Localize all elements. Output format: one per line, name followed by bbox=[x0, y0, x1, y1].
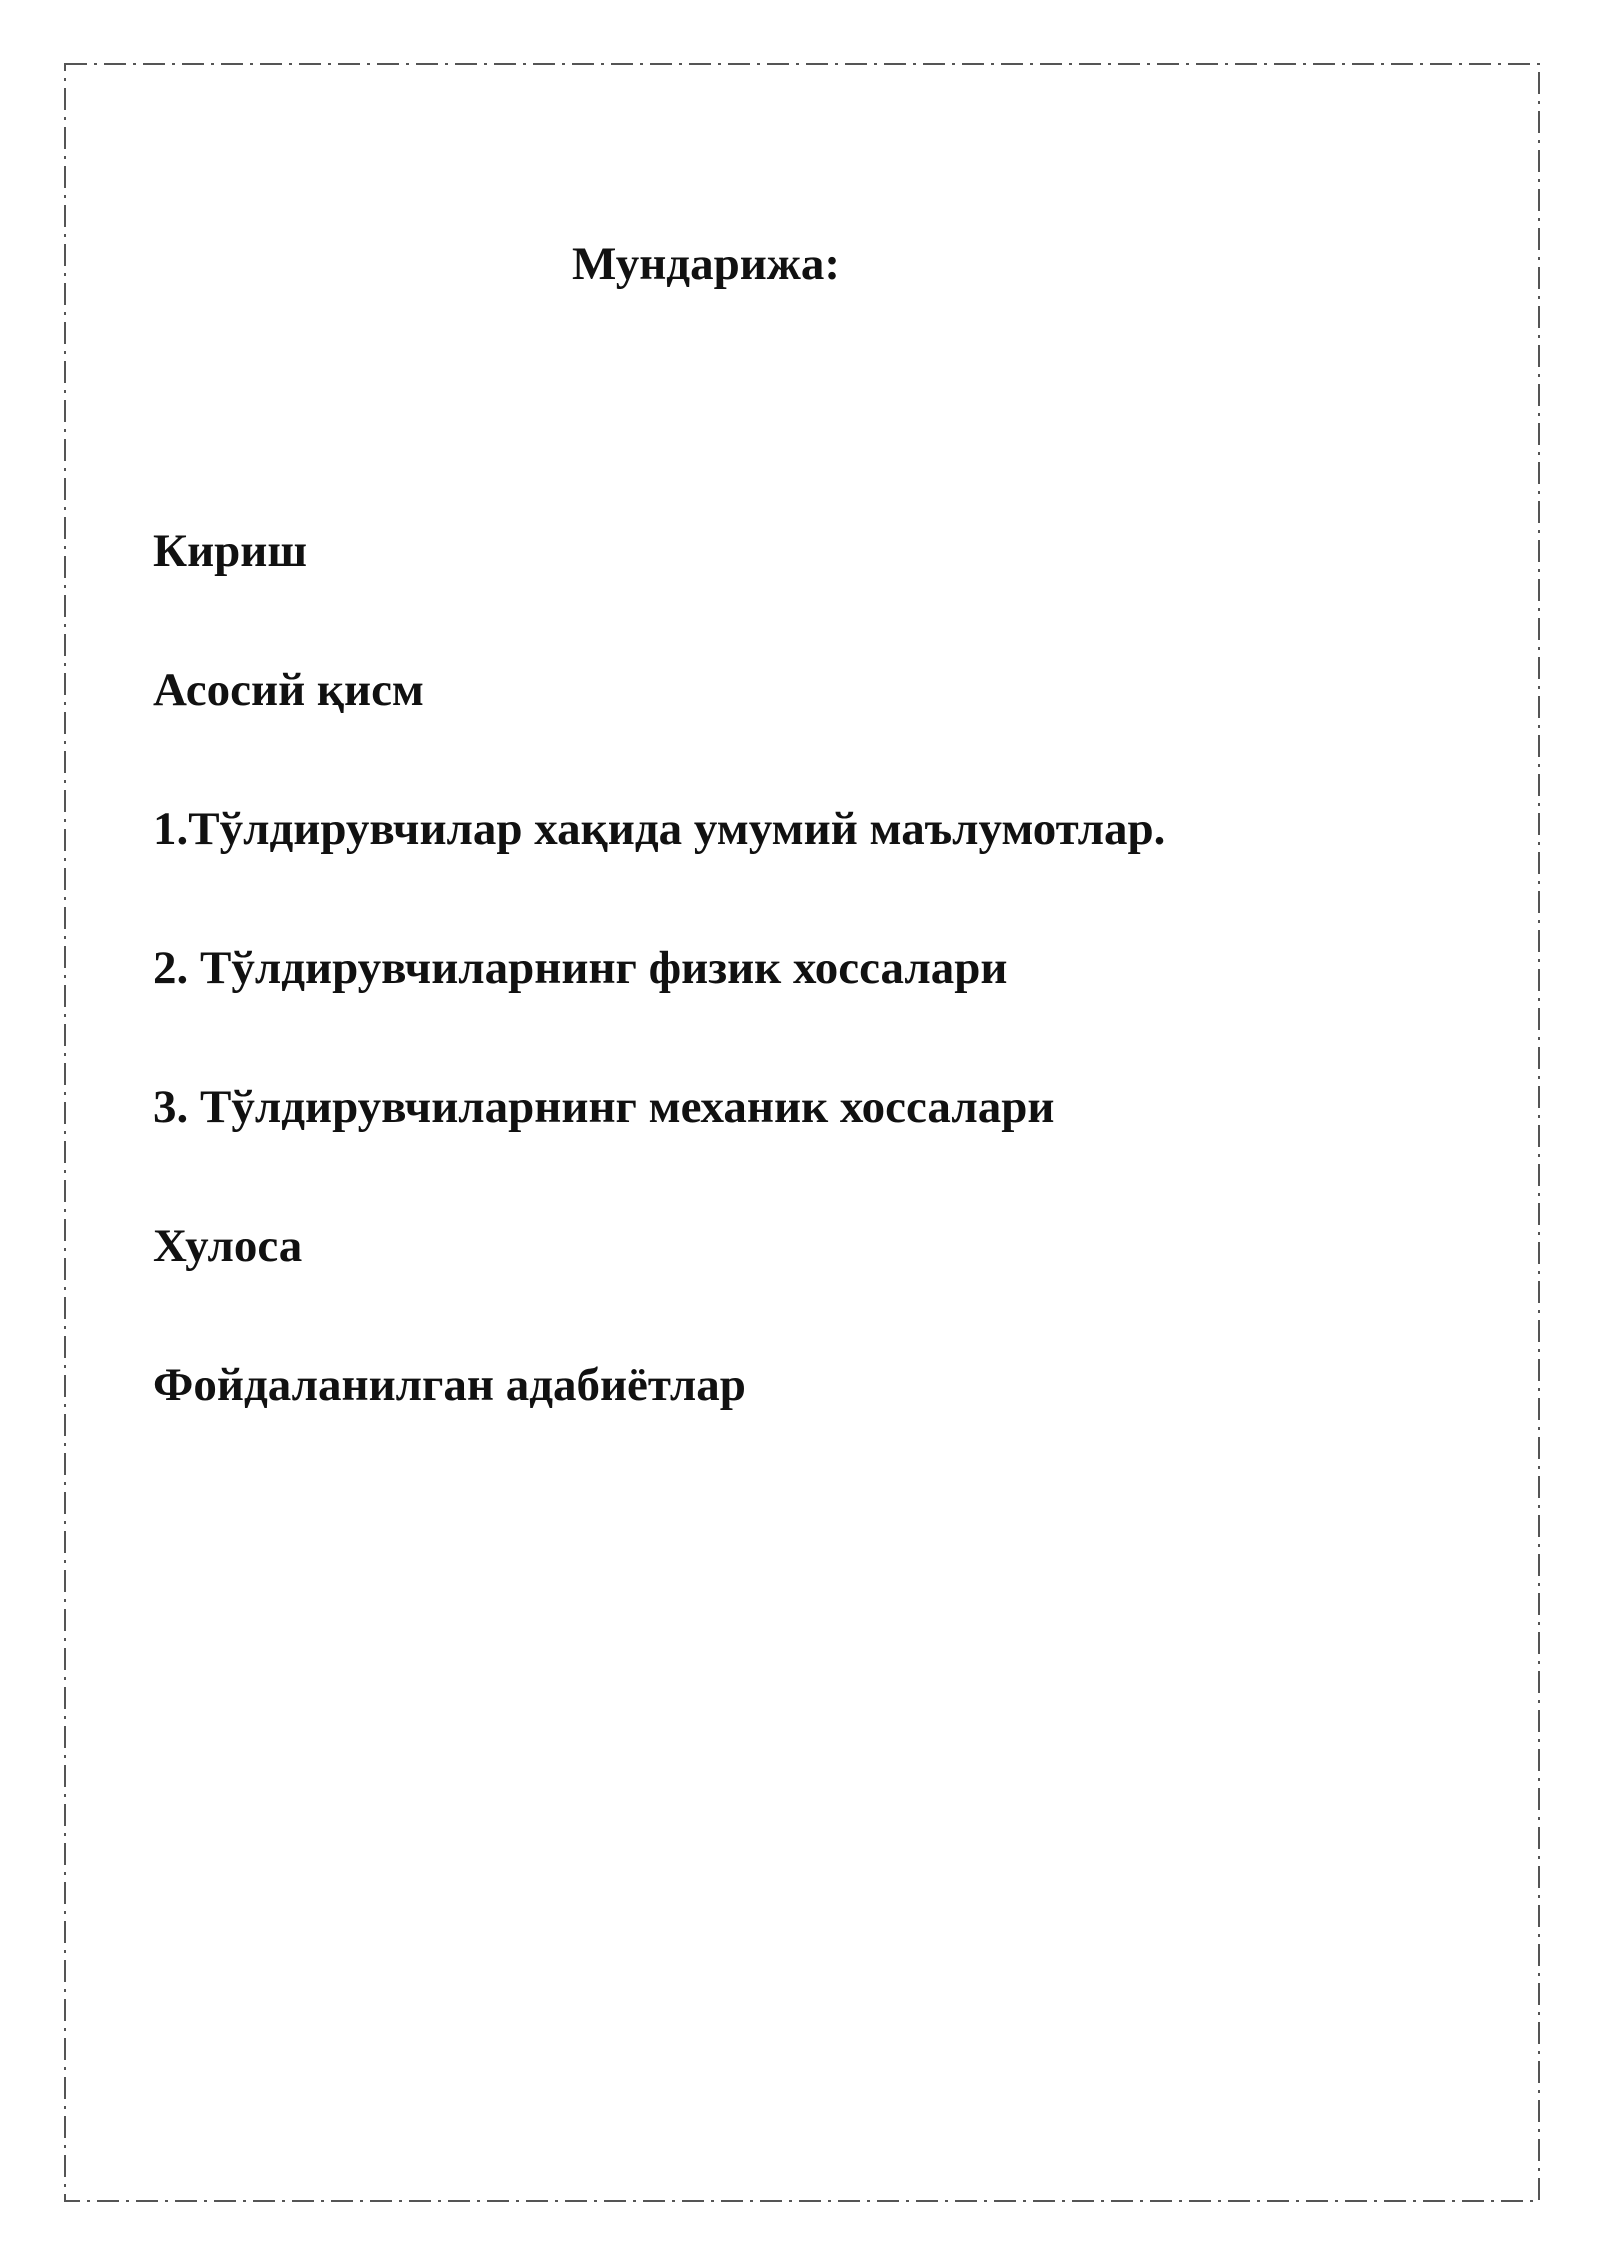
toc-item-main-part: Асосий қисм bbox=[153, 664, 424, 716]
toc-item-section-3: 3. Тўлдирувчиларнинг механик хоссалари bbox=[153, 1081, 1055, 1133]
toc-item-section-2: 2. Тўлдирувчиларнинг физик хоссалари bbox=[153, 942, 1008, 994]
toc-title: Мундарижа: bbox=[571, 238, 841, 290]
toc-item-conclusion: Хулоса bbox=[153, 1220, 303, 1272]
toc-item-introduction: Кириш bbox=[153, 525, 308, 577]
toc-item-section-1: 1.Тўлдирувчилар хақида умумий маълумотлар. bbox=[153, 803, 1166, 855]
toc-item-references: Фойдаланилган адабиётлар bbox=[153, 1359, 746, 1411]
